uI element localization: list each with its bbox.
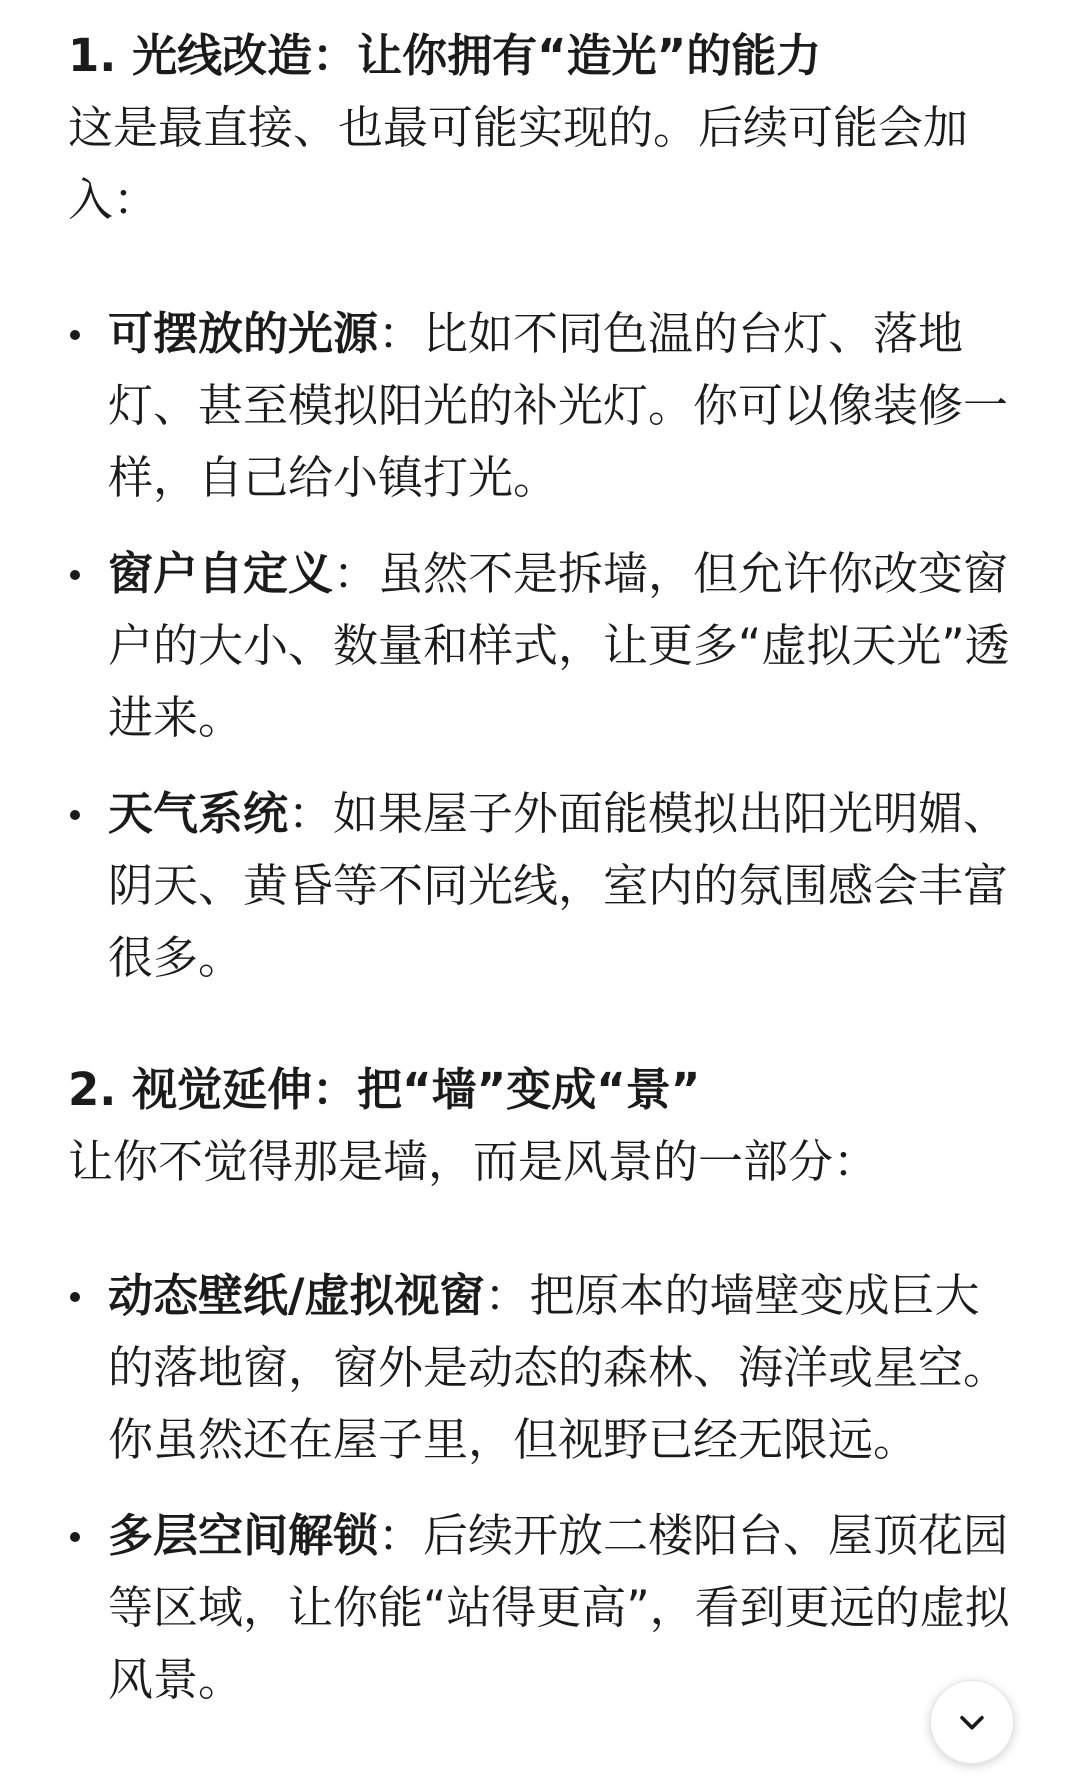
bullet-list [68, 298, 1018, 994]
bullet-text: ：如果屋子外面能模拟出阳光明媚、阴天、黄昏等不同光线，室内的氛围感会丰富很多。 [108, 787, 1009, 984]
bullet-text: ：后续开放二楼阳台、屋顶花园等区域，让你能“站得更高”，看到更远的虚拟风景。 [108, 1509, 1010, 1706]
bullet-icon [70, 1292, 80, 1302]
bullet-term: 动态壁纸/虚拟视窗 [108, 1269, 485, 1322]
list-item [68, 778, 1018, 994]
section-heading: 2. 视觉延伸：把“墙”变成“景” [68, 1063, 701, 1116]
bullet-text: ：虽然不是拆墙，但允许你改变窗户的大小、数量和样式，让更多“虚拟天光”透进来。 [108, 547, 1010, 744]
message-content [68, 20, 1018, 1740]
section-intro: 这是最直接、也最可能实现的。后续可能会加入： [68, 101, 969, 226]
list-item [68, 1260, 1018, 1476]
bullet-icon [70, 810, 80, 820]
bullet-icon [70, 1532, 80, 1542]
bullet-term: 多层空间解锁 [108, 1509, 379, 1562]
bullet-list [68, 1260, 1018, 1716]
bullet-icon [70, 570, 80, 580]
list-item [68, 298, 1018, 514]
scroll-down-button[interactable] [930, 1680, 1014, 1764]
bullet-term: 窗户自定义 [108, 547, 334, 600]
list-item [68, 1500, 1018, 1716]
section-heading: 1. 光线改造：让你拥有“造光”的能力 [68, 29, 822, 82]
bullet-text: ：比如不同色温的台灯、落地灯、甚至模拟阳光的补光灯。你可以像装修一样，自己给小镇打光。 [108, 307, 1009, 504]
list-item [68, 538, 1018, 754]
bullet-icon [70, 330, 80, 340]
bullet-term: 天气系统 [108, 787, 289, 840]
section-light [68, 20, 1018, 994]
chevron-down-icon [955, 1705, 989, 1739]
section-intro: 让你不觉得那是墙，而是风景的一部分： [68, 1135, 879, 1188]
section-visual [68, 1054, 1018, 1716]
bullet-text: ：把原本的墙壁变成巨大的落地窗，窗外是动态的森林、海洋或星空。你虽然还在屋子里，但视野已经无限远。 [108, 1269, 1009, 1466]
bullet-term: 可摆放的光源 [108, 307, 379, 360]
